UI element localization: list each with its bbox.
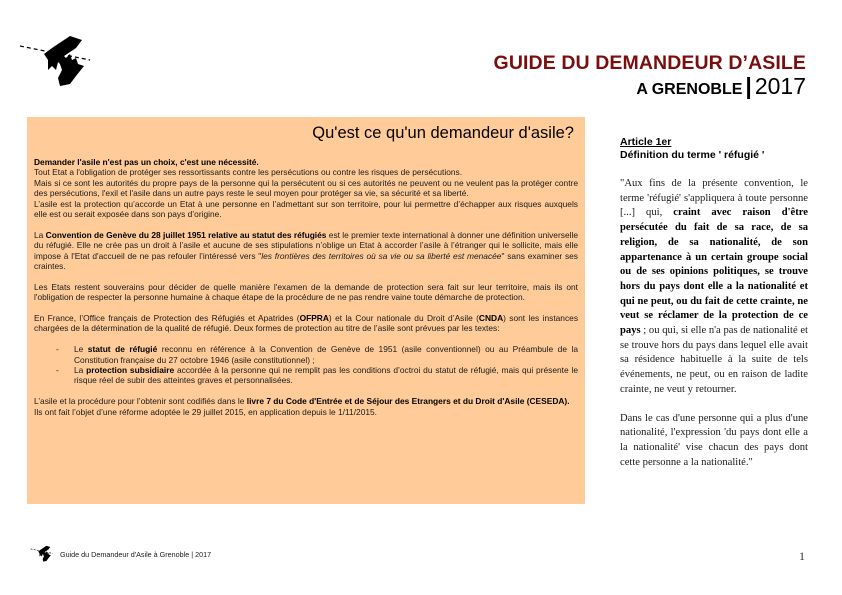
list-item — [56, 365, 578, 386]
title-separator: | — [745, 73, 752, 99]
article-subtitle: Définition du terme ' réfugié ' — [620, 149, 765, 161]
article-quote-2: Dans le cas d'une personne qui a plus d'une nationalité, l'expression 'du pays dont elle a la nationalité' vise chacun des pays dont cette personne a la nationalité." — [620, 412, 808, 468]
bullet-dash: - — [56, 365, 59, 376]
intro-line: Tout Etat a l'obligation de protéger ses ressortissants contre les persécutions ou contre les risques de persécutions. — [34, 167, 463, 178]
text: " sans examiner ses craintes. — [34, 250, 578, 272]
text: ) sont les instances chargées de la détermination de la qualité de réfugié. Deux formes de protection au titre de l’asile sont prévues par les textes: — [34, 313, 579, 334]
page-number: 1 — [799, 549, 805, 563]
protection-list — [34, 344, 578, 386]
hands-reaching-icon — [30, 545, 54, 563]
intro-line: Mais si ce sont les autorités du propre pays de la personne qui la persécutent ou si ces autorités ne peuvent ou ne veulent pas la protéger contre des persécutions, l'exil et l'asile dans un autre pays reste le seul moyen pour protéger sa vie, sa sécurité et sa liberté. — [34, 177, 578, 199]
text: En France, l’Office français de Protection des Réfugiés et Apatrides ( — [34, 313, 300, 324]
article-sidebar — [620, 136, 808, 481]
page-footer — [30, 545, 211, 563]
text: reconnu en référence à la Convention de Genève de 1951 (asile conventionnel) ou au Préambule de la Constitution française du 27 octobre 1946 (asile constitutionnel) ; — [74, 344, 578, 365]
text: "Aux fins de la présente convention, le terme 'réfugié' s'appliquera à toute personne [...] qui, — [620, 178, 808, 219]
paragraph-geneva — [34, 230, 578, 272]
text: accordée à la personne qui ne remplit pas les conditions d’octroi du statut de réfugié, mais qui présente le risque réel de subir des atteintes graves et personnalisées. — [74, 365, 578, 386]
text: est le premier texte international à donner une définition universelle du réfugié. Elle ne crée pas un droit à l’asile et aucune de ses stipulations n’oblige un Etat à accorder l’asile à l’étranger qui le sollicite, mais elle impose à l'Etat d'accueil de ne pas refouler l’intéressé vers " — [34, 229, 578, 261]
paragraph-ceseda — [34, 396, 578, 417]
text: ) et la Cour nationale du Droit d’Asile ( — [328, 313, 479, 324]
text: L’asile et la procédure pour l’obtenir sont codifiés dans le — [34, 396, 247, 407]
text: La — [34, 229, 46, 240]
paragraph-intro — [34, 157, 578, 219]
paragraph-sovereign: Les Etats restent souverains pour décider de quelle manière l'examen de la demande de protection sera fait sur leur territoire, mais ils ont l'obligation de respecter la personne humaine à chaque étape de la procédure de ne pas rendre vaine toute démarche de protection. — [34, 281, 578, 303]
subtitle-line — [494, 73, 806, 103]
list-item — [56, 344, 578, 365]
geneva-convention-bold: Convention de Genève du 28 juillet 1951 relative au statut des réfugiés — [45, 229, 327, 240]
article-title: Article 1er — [620, 136, 672, 148]
text: Ils ont fait l’objet d’une réforme adoptée le 29 juillet 2015, en application depuis le 1/11/2015. — [34, 406, 377, 417]
definition-box — [27, 117, 585, 504]
text: ; ou qui, si elle n'a pas de nationalité et se trouve hors du pays dans lequel elle avait sa résidence habituelle à la suite de tels événements, ne peut, ou en raison de ladite crainte, ne veut y retourner. — [620, 325, 808, 395]
subsidiary-protection-bold: protection subsidiaire — [86, 365, 175, 376]
text: La — [74, 365, 87, 376]
intro-line: L’asile est la protection qu’accorde un Etat à une personne en l’admettant sur son territoire, pour lui permettre d’échapper aux risques auxquels elle est ou serait exposée dans son pays d’origine. — [34, 198, 578, 220]
document-header — [494, 52, 806, 103]
footer-text: Guide du Demandeur d'Asile à Grenoble | 2017 — [60, 549, 212, 559]
ofpra-bold: OFPRA — [299, 313, 329, 324]
refugee-status-bold: statut de réfugié — [87, 344, 158, 355]
intro-lead: Demander l'asile n'est pas un choix, c'est une nécessité. — [34, 157, 259, 167]
quote-bold: craint avec raison d'être persécutée du fait de sa race, de sa religion, de sa nationalité, de son appartenance à un certain groupe social ou de ses opinions politiques, se trouve hors du pays dont elle a la nationalité et qui ne peut, ou du fait de cette crainte, ne veut se réclamer de la protection de ce pays — [620, 207, 809, 337]
ceseda-bold: livre 7 du Code d'Entrée et de Séjour des Etrangers et du Droit d'Asile (CESEDA). — [246, 396, 570, 407]
text: Le — [74, 344, 88, 355]
geneva-quote-italic: les frontières des territoires où sa vie ou sa liberté est menacée — [261, 250, 502, 261]
hands-reaching-icon — [18, 36, 94, 88]
year-label: 2017 — [754, 73, 806, 99]
guide-title: GUIDE DU DEMANDEUR D’ASILE — [493, 52, 806, 74]
article-quote — [620, 177, 808, 398]
bullet-dash: - — [56, 344, 59, 355]
box-title: Qu'est ce qu'un demandeur d'asile? — [312, 124, 574, 142]
cnda-bold: CNDA — [478, 313, 504, 324]
city-label: A GRENOBLE — [636, 81, 743, 98]
paragraph-france — [34, 313, 578, 334]
